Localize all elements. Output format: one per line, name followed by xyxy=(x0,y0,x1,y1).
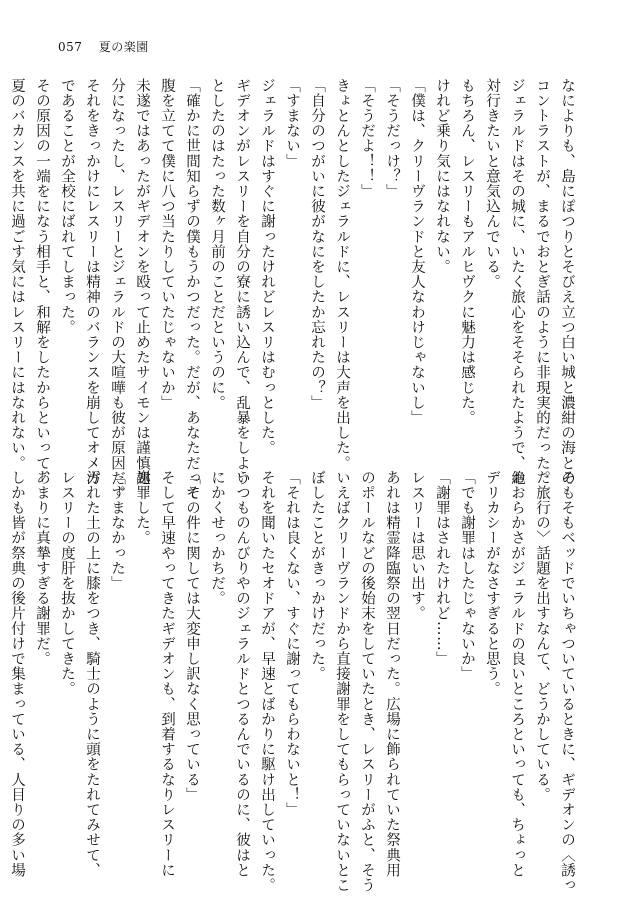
text-line: にかくせっかちだ。 xyxy=(209,470,225,606)
text-line: けれど乗り気にはなれない。 xyxy=(434,78,450,275)
text-line: なによりも、島にぽつりとそびえ立つ白い城と濃紺の海との xyxy=(559,78,575,486)
text-line: ぼしたことがきっかけだった。 xyxy=(309,470,325,682)
text-line: その原因の一端をになう相手と、和解をしたからといって、 xyxy=(34,78,50,486)
text-line: コントラストが、まるでおとぎ話のように非現実的だった。 xyxy=(534,78,550,486)
text-line: 対行きたいと意気込んでいる。 xyxy=(484,78,500,290)
text-line: た旅行の〉話題を出すなんて、どうかしている。 xyxy=(534,470,550,803)
text-line: ジェラルドはすぐに謝ったけれどレスリはむっとした。 xyxy=(259,78,275,456)
text-line: 謝罪した。 xyxy=(134,470,150,546)
text-line: 「謝罪はされたけれど……」 xyxy=(434,470,450,667)
text-line: 「僕は、クリーヴランドと友人なわけじゃないし」 xyxy=(409,78,425,426)
text-line: 汚れた土の上に膝をつき、騎士のように頭をたれてみせて、 xyxy=(84,470,100,878)
text-line: そもそもベッドでいちゃついているときに、ギデオンの〈誘っ xyxy=(559,470,575,893)
text-line: であることが全校にばれてしまった。 xyxy=(59,78,75,335)
text-line: 「確かに世間知らずの僕もうかつだった。だが、あなただって xyxy=(184,78,200,501)
text-line: としたのはたった数ヶ月前のことだというのに。 xyxy=(209,78,225,411)
text-line: デリカシーがなさすぎると思う。 xyxy=(484,470,500,697)
page-number: 057 xyxy=(58,40,83,54)
text-line: きょとんとしたジェラルドに、レスリーは大声を出した。 xyxy=(334,78,350,471)
text-line: あまりに真摯すぎる謝罪だ。 xyxy=(34,470,50,667)
upper-text-block xyxy=(9,78,579,501)
text-line: いえばクリーヴランドから直接謝罪をしてもらっていないとこ xyxy=(334,470,350,893)
text-line: そして早速やってきたギデオンも、到着するなりレスリーに xyxy=(159,470,175,878)
text-line: 「そうだっけ？」 xyxy=(384,78,400,199)
text-line: のポールなどの後始末をしていたとき、レスリーがふと、そう xyxy=(359,470,375,893)
text-line: ジェラルドはその城に、いたく旅心をそそられたようで、絶 xyxy=(509,78,525,486)
text-line: 腹を立てて僕に八つ当たりしていたじゃないか」 xyxy=(159,78,175,411)
lower-text-block xyxy=(9,470,579,893)
text-line: 「でも謝罪はしたじゃないか」 xyxy=(459,470,475,682)
text-line: 未遂ではあったがギデオンを殴って止めたサイモンは謹慎処 xyxy=(134,78,150,486)
text-line: レスリーの度肝を抜かしてきた。 xyxy=(59,470,75,697)
text-line: 「すまなかった」 xyxy=(109,470,125,591)
text-line: 「それは良くない、すぐに謝ってもらわないと！」 xyxy=(284,470,300,818)
text-line: しかも皆が祭典の後片付けで集まっている、人目りの多い場 xyxy=(9,470,25,878)
text-line: 夏のバカンスを共に過ごす気にはレスリーにはなれない。 xyxy=(9,78,25,471)
chapter-title: 夏の楽園 xyxy=(98,40,149,54)
text-line: おおらかさがジェラルドの良いところといっても、ちょっと xyxy=(509,470,525,878)
text-line: レスリーは思い出す。 xyxy=(409,470,425,621)
text-line: 分になったし、レスリーとジェラルドの大喧嘩も彼が原因だ。 xyxy=(109,78,125,501)
text-line: 「すまない」 xyxy=(284,78,300,169)
text-line: いつものんびりやのジェラルドとつるんでいるのに、彼はと xyxy=(234,470,250,878)
text-line: 「その件に関しては大変申し訳なく思っている」 xyxy=(184,470,200,803)
text-line: あれは精霊降臨祭の翌日だった。広場に飾られていた祭典用 xyxy=(384,470,400,878)
running-header xyxy=(58,38,149,55)
text-line: もちろん、レスリーもアルヒヴクに魅力は感じた。 xyxy=(459,78,475,426)
text-line: ギデオンがレスリーを自分の寮に誘い込んで、乱暴をしよう xyxy=(234,78,250,486)
text-line: 「自分のつがいに彼がなにをしたか忘れたの？」 xyxy=(309,78,325,411)
text-line: それをきっかけにレスリーは精神のバランスを崩してオメガ xyxy=(84,78,100,486)
text-line: 「そうだよ！！」 xyxy=(359,78,375,199)
text-line: それを聞いたセオドアが、早速とばかりに駆け出していった。 xyxy=(259,470,275,893)
